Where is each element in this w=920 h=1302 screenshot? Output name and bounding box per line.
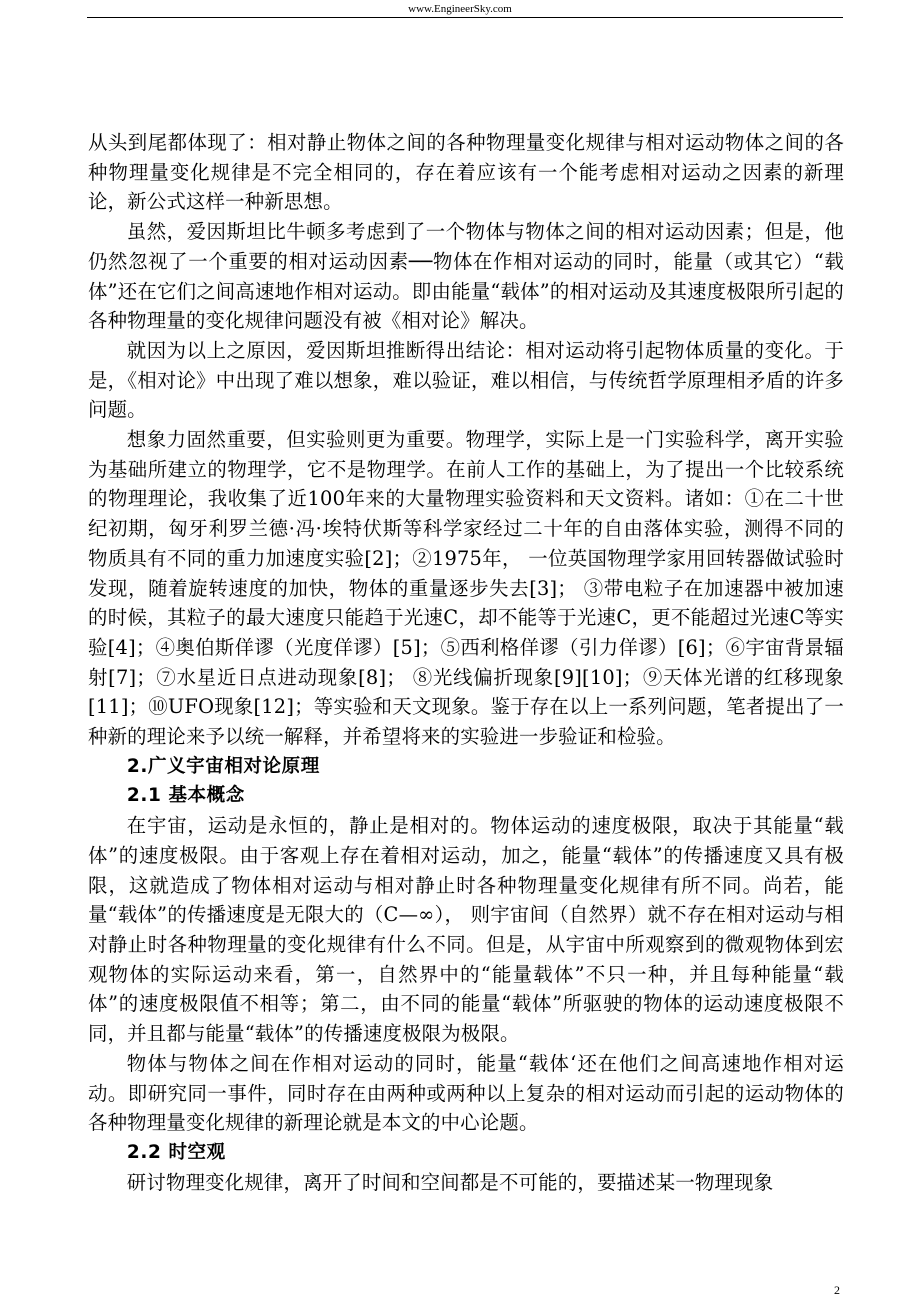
section-heading-2: 2.广义宇宙相对论原理 (126, 755, 320, 777)
paragraph-5: 在宇宙，运动是永恒的，静止是相对的。物体运动的速度极限，取决于其能量“载体”的速度极限。由于客观上存在着相对运动，加之，能量“载体”的传播速度又具有极限，这就造成了物体相对运动与相对静止时各种物理量变化规律有所不同。尚若，能量“载体”的传播速度是无限大的（C—∞）， 则宇宙间（自然界）就不存在相对运动与相对静止时各种物理量的变化规律有什么不同。但是，从宇宙中所观察到的微观物体到宏观物体的实际运动来看，第一，自然界中的“能量载体”不只一种，并且每种能量“载体”的速度极限值不相等；第二，由不同的能量“载体”所驱驶的物体的运动速度极限不同，并且都与能量“载体”的传播速度极限为极限。 (88, 814, 844, 1046)
paragraph-7: 研讨物理变化规律，离开了时间和空间都是不可能的，要描述某一物理现象 (126, 1170, 774, 1194)
section-heading-2-2: 2.2 时空观 (126, 1141, 226, 1163)
page-number: 2 (834, 1283, 840, 1297)
header-rule (87, 17, 843, 18)
paragraph-2: 虽然，爱因斯坦比牛顿多考虑到了一个物体与物体之间的相对运动因素；但是，他仍然忽视了一个重要的相对运动因素──物体在作相对运动的同时，能量（或其它）“载体”还在它们之间高速地作相对运动。即由能量“载体”的相对运动及其速度极限所引起的各种物理量的变化规律问题没有被《相对论》解决。 (88, 220, 844, 333)
paragraph-3: 就因为以上之原因，爱因斯坦推断得出结论：相对运动将引起物体质量的变化。于是，《相对论》中出现了难以想象，难以验证，难以相信，与传统哲学原理相矛盾的许多问题。 (88, 338, 844, 422)
section-heading-2-1: 2.1 基本概念 (126, 785, 245, 807)
paragraph-1: 从头到尾都体现了：相对静止物体之间的各种物理量变化规律与相对运动物体之间的各种物理量变化规律是不完全相同的，存在着应该有一个能考虑相对运动之因素的新理论，新公式这样一种新思想。 (88, 131, 844, 214)
header-url: www.EngineerSky.com (408, 3, 512, 15)
page-body (88, 128, 844, 1197)
paragraph-6: 物体与物体之间在作相对运动的同时，能量“载体‘还在他们之间高速地作相对运动。即研究同一事件，同时存在由两种或两种以上复杂的相对运动而引起的运动物体的各种物理量变化规律的新理论就是本文的中心论题。 (88, 1051, 844, 1135)
paragraph-4: 想象力固然重要，但实验则更为重要。物理学，实际上是一门实验科学，离开实验为基础所建立的物理学，它不是物理学。在前人工作的基础上，为了提出一个比较系统的物理理论，我收集了近100年来的大量物理实验资料和天文资料。诸如：①在二十世纪初期，匈牙利罗兰德·冯·埃特伏斯等科学家经过二十年的自由落体实验，测得不同的物质具有不同的重力加速度实验[2]；②1975年， 一位英国物理学家用回转器做试验时发现，随着旋转速度的加快，物体的重量逐步失去[3]； ③带电粒子在加速器中被加速的时候，其粒子的最大速度只能趋于光速C，却不能等于光速C，更不能超过光速C等实验[4]；④奥伯斯佯谬（光度佯谬）[5]；⑤西利格佯谬（引力佯谬）[6]；⑥宇宙背景辐射[7]；⑦水星近日点进动现象[8]； ⑧光线偏折现象[9][10]；⑨天体光谱的红移现象[11]；⑩UFO现象[12]；等实验和天文现象。鉴于存在以上一系列问题，笔者提出了一种新的理论来予以统一解释，并希望将来的实验进一步验证和检验。 (88, 428, 844, 749)
